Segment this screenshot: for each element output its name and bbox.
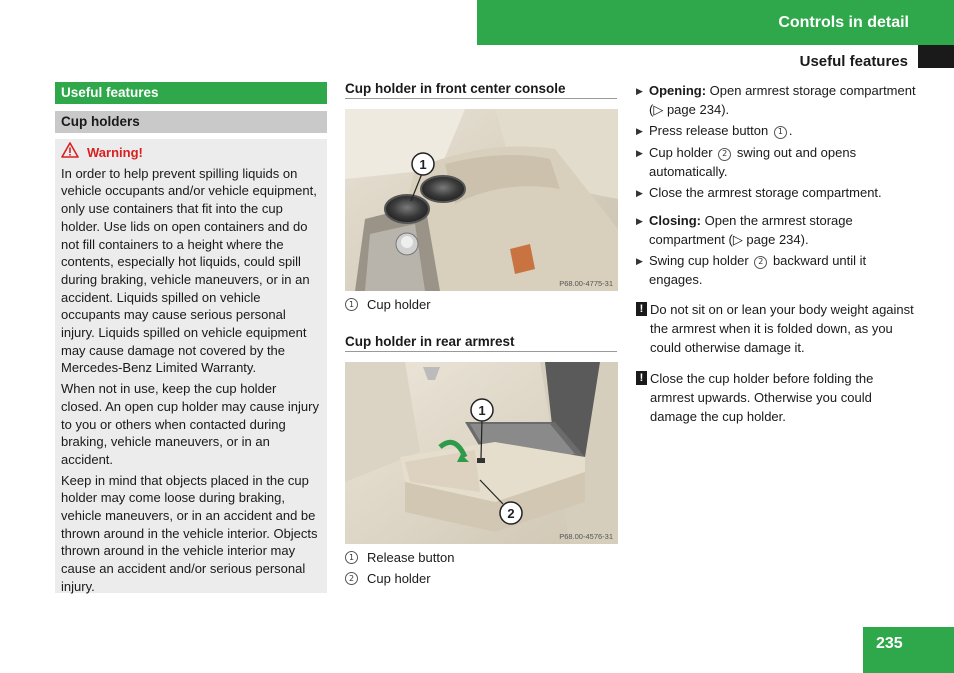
callout-number: 2	[718, 148, 731, 161]
instruction-step: ▶ Press release button 1 .	[636, 121, 916, 141]
header-bar	[477, 0, 954, 45]
rear-cupholder-heading: Cup holder in rear armrest	[345, 334, 617, 352]
section-label: Useful features	[55, 82, 327, 104]
callout-number: 2	[754, 256, 767, 269]
page-reference[interactable]: page 234	[746, 232, 801, 247]
caption-text: Release button	[367, 550, 455, 565]
instructions	[636, 81, 916, 426]
note-text: Close the cup holder before folding the armrest upwards. Otherwise you could damage the cup holder.	[650, 371, 874, 424]
triangle-bullet-icon: ▶	[636, 256, 643, 266]
instruction-step: ▶ Opening: Open armrest storage compartment (▷ page 234).	[636, 83, 916, 117]
exclamation-note-icon: !	[636, 371, 647, 385]
photo-callout-1: 1	[419, 157, 427, 172]
page-number: 235	[863, 627, 954, 673]
instruction-step: ▶ Cup holder 2 swing out and opens automatically.	[636, 145, 857, 179]
thumb-tab	[918, 45, 954, 68]
instruction-step: ▶ Closing: Open the armrest storage compartment (▷ page 234).	[636, 213, 853, 247]
caption-text: Cup holder	[367, 571, 431, 586]
exclamation-note-icon: !	[636, 302, 647, 316]
warning-paragraph: When not in use, keep the cup holder closed. An open cup holder may cause injury to you or others when contacted during braking, vehicle maneuvers, or in an accident.	[61, 381, 319, 467]
caption-text: Cup holder	[367, 297, 431, 312]
triangle-bullet-icon: ▶	[636, 216, 643, 226]
subsection-title: Useful features	[799, 53, 908, 70]
page-ref-arrow-icon: ▷	[732, 232, 747, 247]
warning-title: Warning!	[87, 144, 143, 160]
front-cupholder-heading: Cup holder in front center console	[345, 81, 617, 99]
note-text: Do not sit on or lean your body weight against the armrest when it is folded down, as you could otherwise damage it.	[650, 302, 914, 355]
photo-code: P68.00-4775-31	[559, 279, 613, 288]
instruction-step: ▶ Close the armrest storage compartment.	[636, 183, 916, 203]
rear-armrest-photo	[345, 362, 618, 544]
triangle-bullet-icon: ▶	[636, 86, 643, 96]
warning-heading	[61, 142, 321, 163]
topic-label: Cup holders	[55, 111, 327, 133]
warning-paragraph: In order to help prevent spilling liquids on vehicle occupants and/or vehicle equipment, only use containers that fit into the cup holder. Use lids on open containers and do not fill containers to a height where the contents, especially hot liquids, could spill during braking, vehicle maneuvers, or in an accident. Liquids spilled on vehicle occupants may cause serious personal injury. Liquids spilled on vehicle equipment may cause damage not covered by the Mercedes-Benz Limited Warranty.	[61, 165, 317, 376]
triangle-bullet-icon: ▶	[636, 148, 643, 158]
page-reference[interactable]: page 234	[666, 102, 722, 117]
note	[636, 300, 916, 357]
rear-caption-2	[345, 571, 431, 586]
step-label: Closing:	[649, 213, 701, 228]
page-ref-arrow-icon: ▷	[653, 102, 667, 117]
section-title: Controls in detail	[778, 13, 909, 31]
triangle-bullet-icon: ▶	[636, 188, 643, 198]
front-caption-1	[345, 297, 431, 312]
step-label: Opening:	[649, 83, 707, 98]
front-console-photo	[345, 109, 618, 291]
triangle-bullet-icon: ▶	[636, 126, 643, 136]
instruction-step: ▶ Swing cup holder 2 backward until it engages.	[636, 253, 867, 287]
callout-number: 1	[774, 126, 787, 139]
callout-number: 1	[345, 551, 358, 564]
callout-number: 1	[345, 298, 358, 311]
warning-box	[55, 139, 327, 593]
warning-paragraph: Keep in mind that objects placed in the cup holder may come loose during braking, vehicle maneuvers, or in an accident and be thrown around in the vehicle interior. Objects thrown around in the vehicle interior may cause an accident and/or serious personal injury.	[61, 472, 318, 594]
rear-caption-1	[345, 550, 454, 565]
callout-number: 2	[345, 572, 358, 585]
photo-code: P68.00-4576-31	[559, 532, 613, 541]
photo-callout-1: 1	[478, 403, 486, 418]
note	[636, 369, 916, 426]
warning-triangle-icon	[61, 142, 79, 163]
photo-callout-2: 2	[507, 506, 515, 521]
